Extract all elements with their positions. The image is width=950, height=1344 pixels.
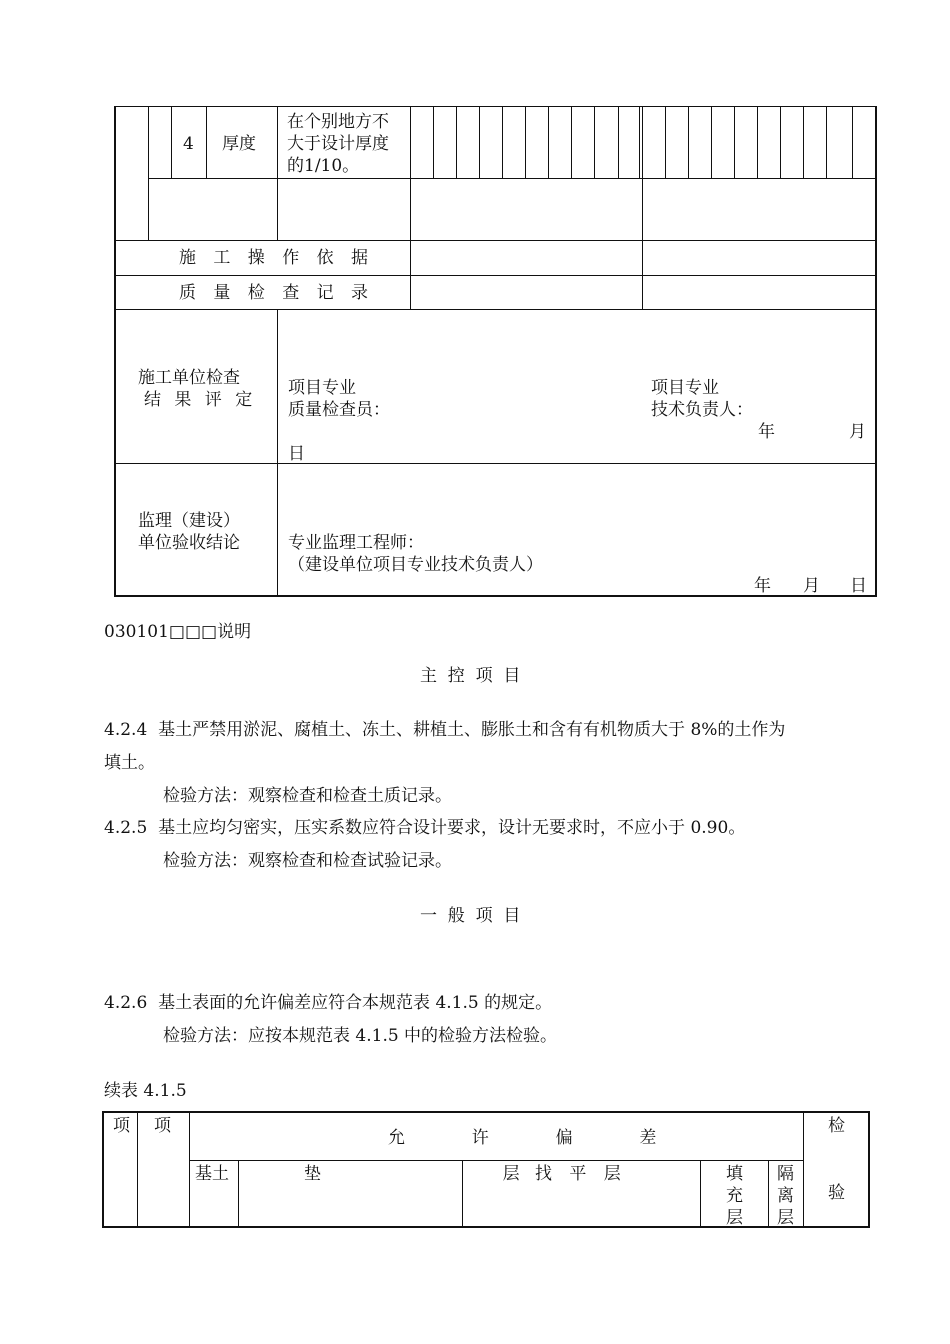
sup-year: 年 bbox=[754, 576, 771, 596]
clause-4-2-6-method: 检验方法：应按本规范表 4.1.5 中的检验方法检验。 bbox=[163, 1026, 558, 1046]
header-jiantu: 基土 bbox=[195, 1164, 229, 1184]
clause-4-2-4-cont: 填土。 bbox=[104, 753, 155, 773]
table-rule bbox=[115, 240, 877, 241]
header-jianyan-1: 检 bbox=[828, 1116, 845, 1136]
general-items-heading: 一 般 项 目 bbox=[420, 906, 521, 926]
table-rule bbox=[277, 106, 278, 240]
date-month: 月 bbox=[849, 422, 866, 442]
grid-cell-rule bbox=[433, 106, 434, 178]
criterion-line-2: 大于设计厚度 bbox=[287, 134, 389, 154]
tech-lead-label-2: 技术负责人： bbox=[651, 400, 753, 420]
table-rule bbox=[868, 1111, 870, 1228]
grid-cell-rule bbox=[665, 106, 666, 178]
table-rule bbox=[114, 106, 116, 597]
supervision-label-1: 监理（建设） bbox=[138, 511, 240, 531]
header-geli-1: 隔 bbox=[777, 1164, 794, 1184]
grid-cell-rule bbox=[594, 106, 595, 178]
grid-cell-rule bbox=[456, 106, 457, 178]
grid-cell-rule bbox=[548, 106, 549, 178]
grid-cell-rule bbox=[688, 106, 689, 178]
tech-lead-label-1: 项目专业 bbox=[651, 378, 719, 398]
sup-day: 日 bbox=[850, 576, 867, 596]
header-dianceng: 垫 层 bbox=[304, 1164, 520, 1184]
date-year: 年 bbox=[758, 422, 775, 442]
grid-cell-rule bbox=[618, 106, 619, 178]
header-tianchong-3: 层 bbox=[726, 1208, 743, 1228]
header-xiang-2: 项 bbox=[154, 1116, 171, 1136]
date-day: 日 bbox=[288, 444, 305, 464]
table-rule bbox=[102, 1111, 104, 1228]
table-rule bbox=[803, 1111, 804, 1228]
header-xiang-1: 项 bbox=[113, 1116, 130, 1136]
criterion-line-1: 在个别地方不 bbox=[287, 112, 389, 132]
table-rule bbox=[875, 106, 877, 597]
code-title: 030101□□□说明 bbox=[104, 622, 252, 642]
basis-label: 施 工 操 作 依 据 bbox=[179, 248, 375, 268]
table-rule bbox=[103, 1111, 870, 1113]
item-name: 厚度 bbox=[222, 134, 256, 154]
table-rule bbox=[148, 106, 149, 240]
table-rule bbox=[238, 1160, 239, 1227]
criterion-line-3: 的1/10。 bbox=[287, 156, 360, 176]
table-rule bbox=[700, 1160, 701, 1227]
table-rule bbox=[115, 463, 877, 464]
engineer-label-2: （建设单位项目专业技术负责人） bbox=[288, 555, 543, 575]
header-geli-3: 层 bbox=[777, 1208, 794, 1228]
contractor-label-2: 结 果 评 定 bbox=[144, 390, 257, 410]
grid-cell-rule bbox=[525, 106, 526, 178]
table-rule bbox=[768, 1160, 769, 1227]
header-jianyan-2: 验 bbox=[828, 1183, 845, 1203]
table-rule bbox=[148, 178, 877, 179]
clause-4-2-4: 4.2.4 基土严禁用淤泥、腐植土、冻土、耕植土、膨胀土和含有有机物质大于 8%的土作为 bbox=[104, 720, 786, 740]
table-rule bbox=[189, 1111, 190, 1228]
header-deviation: 允 许 偏 差 bbox=[388, 1128, 657, 1148]
table-rule bbox=[115, 309, 877, 310]
grid-cell-rule bbox=[852, 106, 853, 178]
table-rule bbox=[642, 106, 643, 309]
table-rule bbox=[189, 1160, 803, 1161]
sup-month: 月 bbox=[803, 576, 820, 596]
contractor-label-1: 施工单位检查 bbox=[138, 368, 240, 388]
clause-4-2-6: 4.2.6 基土表面的允许偏差应符合本规范表 4.1.5 的规定。 bbox=[104, 993, 553, 1013]
header-tianchong-1: 填 bbox=[726, 1164, 743, 1184]
row-number: 4 bbox=[183, 134, 194, 154]
inspector-label-1: 项目专业 bbox=[288, 378, 356, 398]
header-geli-2: 离 bbox=[777, 1186, 794, 1206]
table-rule bbox=[103, 1226, 870, 1228]
grid-cell-rule bbox=[757, 106, 758, 178]
engineer-label-1: 专业监理工程师： bbox=[288, 533, 424, 553]
grid-cell-rule bbox=[479, 106, 480, 178]
grid-cell-rule bbox=[502, 106, 503, 178]
grid-cell-rule bbox=[639, 106, 640, 178]
table-rule bbox=[410, 106, 411, 309]
inspector-label-2: 质量检查员： bbox=[288, 400, 390, 420]
header-zhaopingceng: 找 平 层 bbox=[535, 1164, 627, 1184]
grid-cell-rule bbox=[734, 106, 735, 178]
record-label: 质 量 检 查 记 录 bbox=[179, 283, 375, 303]
header-tianchong-2: 充 bbox=[726, 1186, 743, 1206]
table-rule bbox=[277, 309, 278, 597]
table-rule bbox=[171, 106, 172, 178]
main-control-heading: 主 控 项 目 bbox=[420, 666, 521, 686]
table-rule bbox=[137, 1111, 138, 1228]
continued-table-title: 续表 4.1.5 bbox=[104, 1081, 187, 1101]
grid-cell-rule bbox=[826, 106, 827, 178]
grid-cell-rule bbox=[711, 106, 712, 178]
grid-cell-rule bbox=[803, 106, 804, 178]
table-rule bbox=[206, 106, 207, 178]
clause-4-2-5: 4.2.5 基土应均匀密实，压实系数应符合设计要求，设计无要求时，不应小于 0.90。 bbox=[104, 818, 746, 838]
supervision-label-2: 单位验收结论 bbox=[138, 533, 240, 553]
table-rule bbox=[115, 106, 877, 107]
clause-4-2-4-method: 检验方法：观察检查和检查土质记录。 bbox=[163, 786, 452, 806]
clause-4-2-5-method: 检验方法：观察检查和检查试验记录。 bbox=[163, 851, 452, 871]
grid-cell-rule bbox=[571, 106, 572, 178]
grid-cell-rule bbox=[780, 106, 781, 178]
table-rule bbox=[115, 275, 877, 276]
